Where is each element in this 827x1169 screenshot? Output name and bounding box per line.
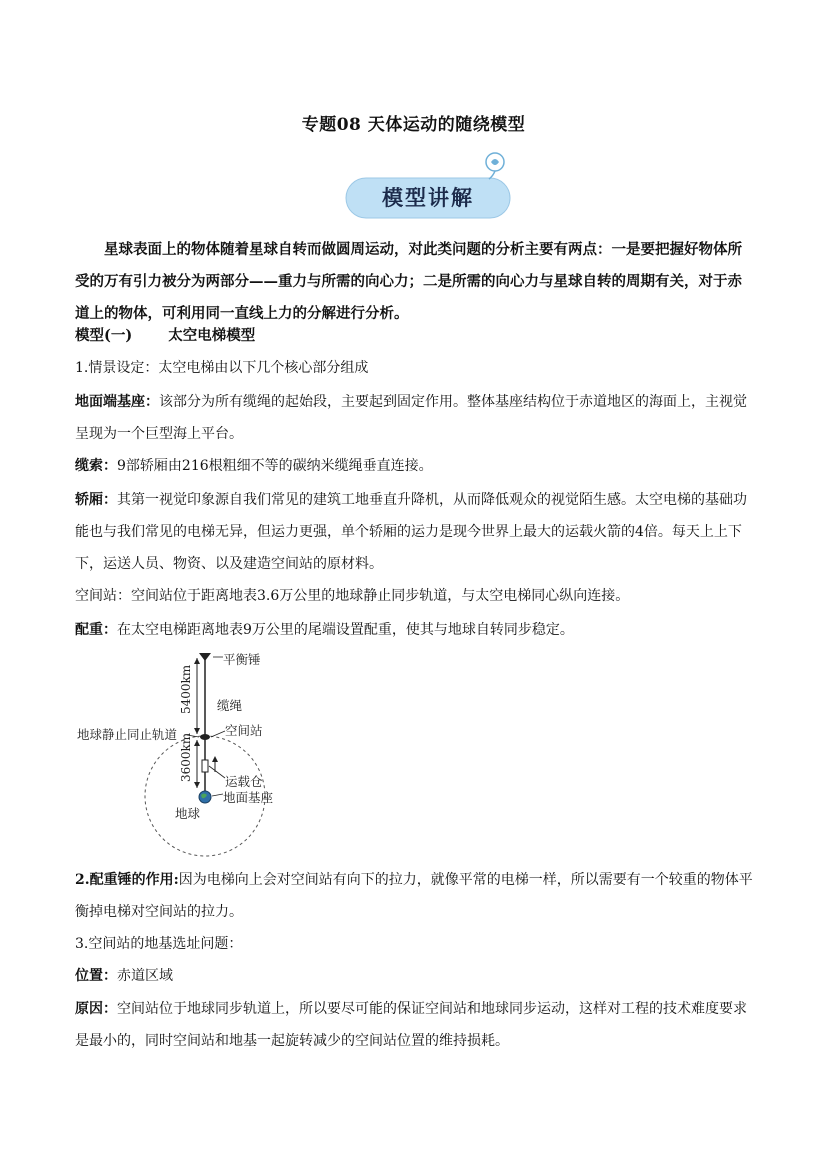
counterweight-label: 平衡锤 xyxy=(223,652,261,667)
counterweight-icon xyxy=(199,653,211,661)
page-title: 专题08 天体运动的随绕模型 xyxy=(301,115,526,135)
ground-text: 该部分为所有缆绳的起始段，主要起到固定作用。整体基座结构位于赤道地区的海面上，主视觉呈现为一个巨型海上平台。 xyxy=(75,394,747,442)
model-heading xyxy=(75,320,755,352)
ground-label: 地面端基座： xyxy=(75,394,159,410)
location-text: 赤道区域 xyxy=(117,968,173,984)
station-icon xyxy=(200,734,210,740)
intro-paragraph: 星球表面上的物体随着星球自转而做圆周运动，对此类问题的分析主要有两点：一是要把握好物体所受的万有引力被分为两部分——重力与所需的向心力；二是所需的向心力与星球自转的周期有关，对于赤道上的物体，可利用同一直线上力的分解进行分析。 xyxy=(75,241,742,322)
cable-text: 9部轿厢由216根粗细不等的碳纳米缆绳垂直连接。 xyxy=(117,458,433,474)
section-2-paragraph xyxy=(75,864,755,928)
reason-label: 原因： xyxy=(75,1001,117,1017)
upper-distance-label: 5400km xyxy=(179,664,193,714)
counterweight-paragraph xyxy=(75,614,755,646)
carrier-label: 运载仓 xyxy=(225,774,263,789)
station-paragraph: 空间站：空间站位于距离地表3.6万公里的地球静止同步轨道，与太空电梯同心纵向连接。 xyxy=(75,588,630,604)
reason-paragraph xyxy=(75,993,755,1057)
car-label: 轿厢： xyxy=(75,492,117,508)
station-diagram-label: 空间站 xyxy=(225,723,263,738)
model-title: 太空电梯模型 xyxy=(168,327,256,344)
weight-text: 在太空电梯距离地表9万公里的尾端设置配重，使其与地球自转同步稳定。 xyxy=(117,622,574,638)
section-3-heading: 3.空间站的地基选址问题： xyxy=(75,936,243,952)
earth-label: 地球 xyxy=(175,806,201,821)
section-2-label: 2.配重锤的作用: xyxy=(75,872,179,888)
reason-text: 空间站位于地球同步轨道上，所以要尽可能的保证空间站和地球同步运动，这样对工程的技术难度要求是最小的，同时空间站和地基一起旋转减少的空间站位置的维持损耗。 xyxy=(75,1001,747,1049)
car-text: 其第一视觉印象源自我们常见的建筑工地垂直升降机，从而降低观众的视觉陌生感。太空电梯的基础功能也与我们常见的电梯无异，但运力更强，单个轿厢的运力是现今世界上最大的运载火箭的4倍。每天上上下下，运送人员、物资、以及建造空间站的原材料。 xyxy=(75,492,747,572)
orbit-label: 地球静止同止轨道 xyxy=(77,727,178,742)
car-paragraph xyxy=(75,484,755,580)
lower-distance-label: 3600km xyxy=(179,732,193,782)
carrier-icon xyxy=(202,760,208,772)
location-label: 位置： xyxy=(75,968,117,984)
section-badge xyxy=(340,150,520,225)
section-2-text: 因为电梯向上会对空间站有向下的拉力，就像平常的电梯一样，所以需要有一个较重的物体平衡掉电梯对空间站的拉力。 xyxy=(75,872,753,920)
section-1-heading: 1.情景设定：太空电梯由以下几个核心部分组成 xyxy=(75,360,369,376)
diagram-drawing xyxy=(75,648,315,858)
cable-label: 缆索： xyxy=(75,458,117,474)
ground-base-paragraph xyxy=(75,386,755,450)
cable-diagram-label: 缆绳 xyxy=(217,698,243,713)
base-label: 地面基座 xyxy=(223,790,274,805)
location-paragraph xyxy=(75,960,755,992)
weight-label: 配重： xyxy=(75,622,117,638)
model-label: 模型(一) xyxy=(75,327,133,344)
space-elevator-diagram xyxy=(75,648,315,858)
cable-paragraph xyxy=(75,450,755,482)
badge-label: 模型讲解 xyxy=(382,186,474,210)
